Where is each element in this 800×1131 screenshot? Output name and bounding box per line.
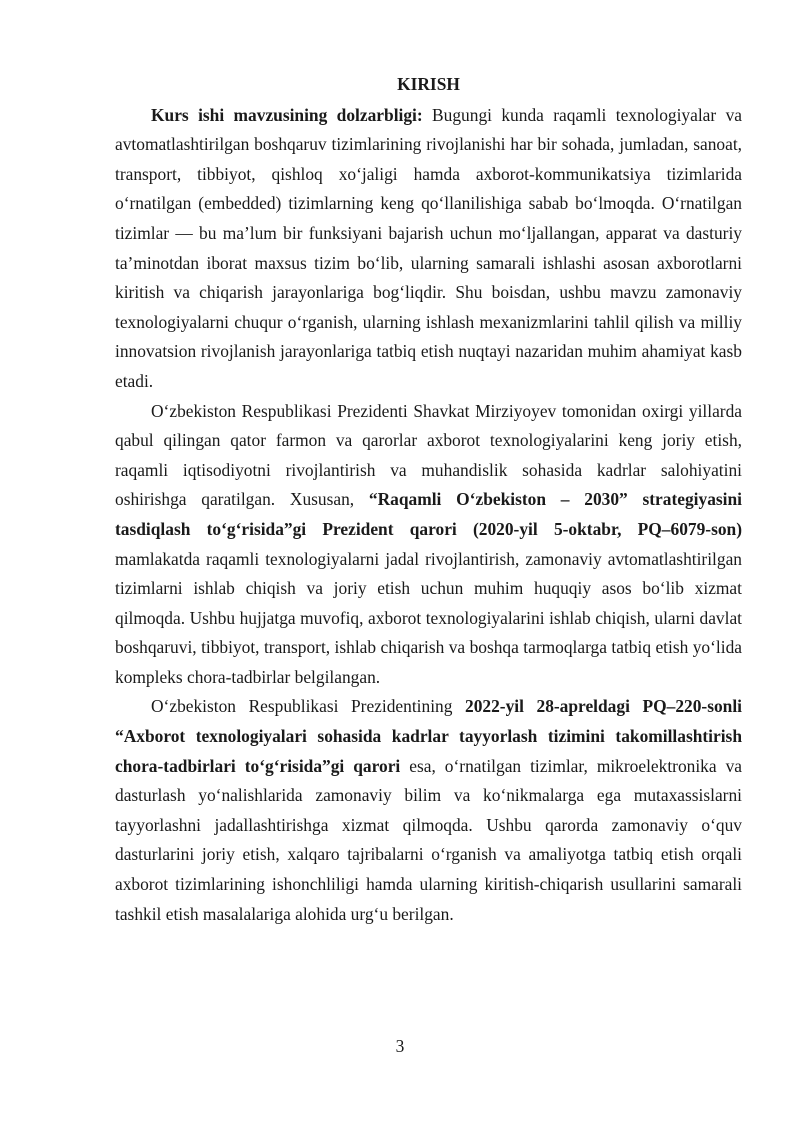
paragraph-text: esa, o‘rnatilgan tizimlar, mikroelektronika va dasturlash yo‘nalishlarida zamonaviy bilim va ko‘nikmalarga ega mutaxassislarni tayyorlashni jadallashtirishga xizmat qilmoqda. Ushbu qarorda zamonaviy o‘quv dasturlarini joriy etish, xalqaro tajribalarni o‘rganish va amaliyotga tatbiq etish orqali axborot tizimlarining ishonchliligi hamda ularning kiritish-chiqarish usullarini samarali tashkil etish masalalariga alohida urg‘u berilgan.	[115, 755, 743, 924]
document-page	[115, 70, 742, 929]
paragraph-strategy	[115, 397, 742, 693]
paragraph-text: O‘zbekiston Respublikasi Prezidentining	[151, 696, 465, 717]
paragraph-decree-bold: 2022-yil 28-apreldagi PQ–220-sonli “Axborot texnologiyalari sohasida kadrlar tayyorlash tizimini takomillashtirish chora-tadbirlari to‘g‘risida”gi qarori	[115, 696, 742, 776]
paragraph-decree-bold: “Raqamli O‘zbekiston – 2030” strategiyasini tasdiqlash to‘g‘risida”gi Prezident qarori (2020-yil 5-oktabr, PQ–6079-son)	[115, 489, 742, 539]
paragraph-relevance	[115, 101, 742, 397]
paragraph-heading-bold: Kurs ishi mavzusining dolzarbligi:	[151, 104, 423, 125]
paragraph-text: Bugungi kunda raqamli texnologiyalar va avtomatlashtirilgan boshqaruv tizimlarining rivojlanishi har bir sohada, jumladan, sanoat, transport, tibbiyot, qishloq xo‘jaligi hamda axborot-kommunikatsiya tizimlarida o‘rnatilgan (embedded) tizimlarning keng qo‘llanilishiga sabab bo‘lmoqda. O‘rnatilgan tizimlar — bu ma’lum bir funksiyani bajarish uchun mo‘ljallangan, apparat va dasturiy ta’minotdan iborat maxsus tizim bo‘lib, ularning samarali ishlashi asosan axborotlarni kiritish va chiqarish jarayonlariga bog‘liqdir. Shu boisdan, ushbu mavzu zamonaviy texnologiyalarni chuqur o‘rganish, ularning ishlash mexanizmlarini tahlil qilish va milliy innovatsion rivojlanish jarayonlariga tatbiq etish nuqtayi nazaridan muhim ahamiyat kasb etadi.	[115, 104, 742, 391]
paragraph-text: mamlakatda raqamli texnologiyalarni jadal rivojlantirish, zamonaviy avtomatlashtirilgan tizimlarni ishlab chiqish va joriy etish uchun muhim huquqiy asos bo‘lib xizmat qilmoqda. Ushbu hujjatga muvofiq, axborot texnologiyalarini ishlab chiqish, ularni davlat boshqaruvi, tibbiyot, transport, ishlab chiqarish va boshqa tarmoqlarga tatbiq etish yo‘lida kompleks chora-tadbirlar belgilangan.	[115, 548, 742, 687]
section-title: KIRISH	[397, 74, 460, 94]
paragraph-resolution	[115, 692, 742, 929]
page-number: 3	[395, 1036, 405, 1056]
paragraph-text: O‘zbekiston Respublikasi Prezidenti Shavkat Mirziyoyev tomonidan oxirgi yillarda qabul qilingan qator farmon va qarorlar axborot texnologiyalarini keng joriy etish, raqamli iqtisodiyotni rivojlantirish va muhandislik sohasida kadrlar salohiyatini oshirishga qaratilgan. Xususan,	[115, 400, 742, 510]
